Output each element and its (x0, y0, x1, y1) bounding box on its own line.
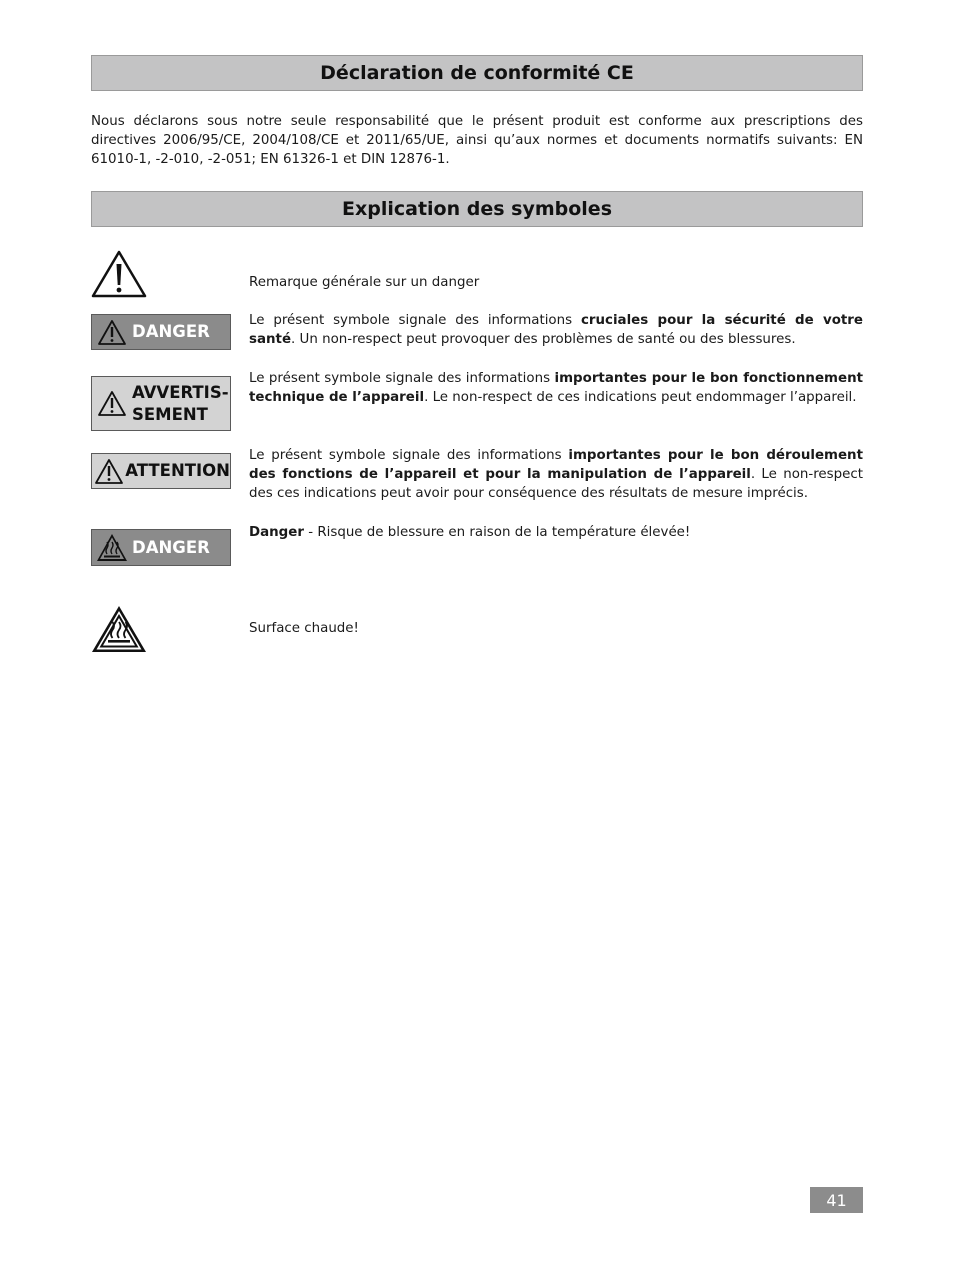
danger-badge (91, 314, 231, 350)
danger-hot-badge-label: DANGER (132, 537, 210, 557)
symbols-title: Explication des symboles (342, 198, 612, 220)
declaration-heading (91, 55, 863, 91)
warning-triangle-icon (92, 458, 125, 485)
avvertissement-description: Le présent symbole signale des informations importantes pour le bon fonctionnement technique de l’appareil. Le non-respect de ces indications peut endommager l’appareil. (249, 371, 863, 405)
hot-surface-text: Surface chaude! (249, 621, 359, 636)
attention-description: Le présent symbole signale des informations importantes pour le bon déroulement des fonctions de l’appareil et pour la manipulation de l’appareil. Le non-respect des ces indications peut avoir pour conséquence des résultats de mesure imprécis. (249, 448, 863, 501)
avvertissement-badge (91, 376, 231, 431)
page-number: 41 (810, 1187, 863, 1213)
declaration-title: Déclaration de conformité CE (320, 62, 634, 84)
danger-description: Le présent symbole signale des informations cruciales pour la sécurité de votre santé. Un non-respect peut provoquer des problèmes de santé ou des blessures. (249, 313, 863, 347)
attention-badge-label: ATTENTION (125, 461, 230, 480)
declaration-paragraph: Nous déclarons sous notre seule responsabilité que le présent produit est conforme aux prescriptions des directives 2006/95/CE, 2004/108/CE et 2011/65/UE, ainsi qu’aux normes et documents normatifs suivants: EN 61010-1, -2-010, -2-051; EN 61326-1 et DIN 12876-1. (91, 114, 863, 167)
danger-hot-description: Danger - Risque de blessure en raison de la température élevée! (249, 525, 691, 540)
attention-badge (91, 453, 231, 489)
avvertissement-badge-label: AVVERTIS- SEMENT (132, 382, 229, 424)
hot-surface-icon (91, 604, 147, 658)
hot-surface-icon (92, 533, 132, 562)
danger-hot-badge (91, 529, 231, 566)
warning-triangle-icon (92, 390, 132, 417)
danger-badge-label: DANGER (132, 322, 210, 341)
warning-triangle-icon (92, 319, 132, 346)
warning-triangle-icon (91, 249, 147, 303)
general-danger-text: Remarque générale sur un danger (249, 275, 480, 290)
symbols-heading (91, 191, 863, 227)
